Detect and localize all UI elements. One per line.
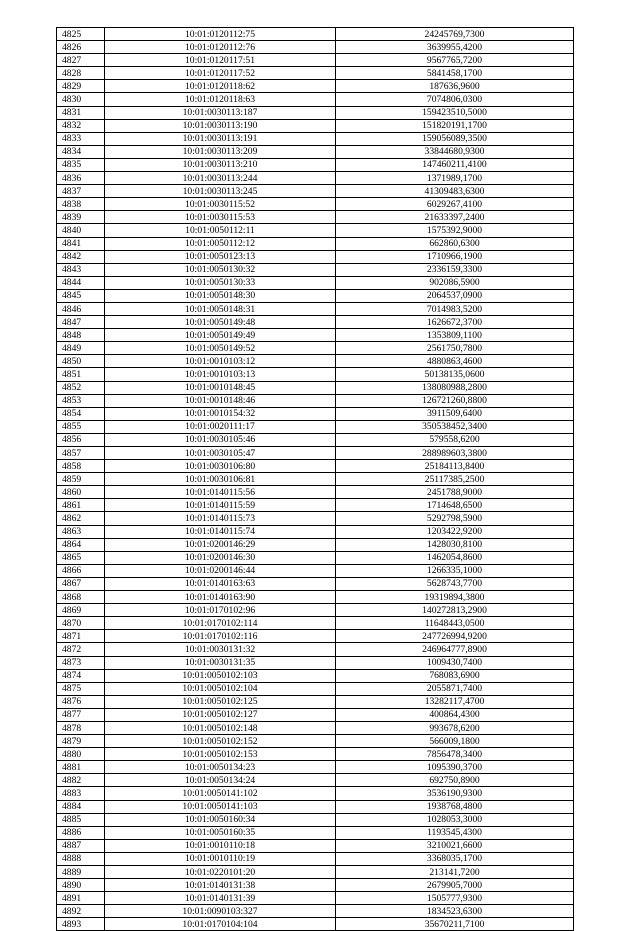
cadastral-number-cell: 10:01:0010103:12 [105, 355, 336, 368]
row-number-cell: 4831 [57, 106, 105, 119]
value-cell: 1193545,4300 [336, 826, 574, 839]
table-row [57, 433, 574, 446]
value-cell: 35670211,7100 [336, 918, 574, 931]
table-row [57, 41, 574, 54]
value-cell: 13282117,4700 [336, 695, 574, 708]
row-number-cell: 4893 [57, 918, 105, 931]
table-row [57, 342, 574, 355]
row-number-cell: 4861 [57, 499, 105, 512]
row-number-cell: 4841 [57, 237, 105, 250]
table-row [57, 787, 574, 800]
table-row [57, 224, 574, 237]
value-cell: 1028053,3000 [336, 813, 574, 826]
row-number-cell: 4855 [57, 420, 105, 433]
cadastral-number-cell: 10:01:0120117:51 [105, 54, 336, 67]
value-cell: 5292798,5900 [336, 512, 574, 525]
cadastral-number-cell: 10:01:0010148:46 [105, 394, 336, 407]
table-row [57, 54, 574, 67]
table-body [57, 28, 574, 931]
cadastral-number-cell: 10:01:0050134:24 [105, 774, 336, 787]
cadastral-number-cell: 10:01:0050149:48 [105, 316, 336, 329]
table-row [57, 826, 574, 839]
cadastral-number-cell: 10:01:0010103:13 [105, 368, 336, 381]
table-row [57, 682, 574, 695]
cadastral-number-cell: 10:01:0010110:19 [105, 852, 336, 865]
value-cell: 33844680,9300 [336, 145, 574, 158]
value-cell: 159423510,5000 [336, 106, 574, 119]
value-cell: 140272813,2900 [336, 604, 574, 617]
table-row [57, 316, 574, 329]
cadastral-number-cell: 10:01:0200146:30 [105, 551, 336, 564]
cadastral-number-cell: 10:01:0050148:30 [105, 289, 336, 302]
cadastral-number-cell: 10:01:0050149:49 [105, 329, 336, 342]
table-row [57, 486, 574, 499]
value-cell: 3536190,9300 [336, 787, 574, 800]
value-cell: 147460211,4100 [336, 158, 574, 171]
row-number-cell: 4878 [57, 721, 105, 734]
table-row [57, 774, 574, 787]
row-number-cell: 4825 [57, 28, 105, 41]
row-number-cell: 4876 [57, 695, 105, 708]
table-row [57, 289, 574, 302]
row-number-cell: 4866 [57, 564, 105, 577]
value-cell: 25117385,2500 [336, 473, 574, 486]
table-row [57, 630, 574, 643]
row-number-cell: 4844 [57, 276, 105, 289]
cadastral-number-cell: 10:01:0140115:56 [105, 486, 336, 499]
data-table [56, 27, 574, 931]
table-row [57, 735, 574, 748]
value-cell: 579558,6200 [336, 433, 574, 446]
value-cell: 41309483,6300 [336, 185, 574, 198]
row-number-cell: 4828 [57, 67, 105, 80]
row-number-cell: 4837 [57, 185, 105, 198]
table-row [57, 866, 574, 879]
table-row [57, 669, 574, 682]
value-cell: 4880863,4600 [336, 355, 574, 368]
value-cell: 1462054,8600 [336, 551, 574, 564]
value-cell: 566009,1800 [336, 735, 574, 748]
value-cell: 19319894,3800 [336, 591, 574, 604]
table-row [57, 420, 574, 433]
row-number-cell: 4835 [57, 158, 105, 171]
cadastral-number-cell: 10:01:0030113:244 [105, 172, 336, 185]
table-row [57, 748, 574, 761]
cadastral-number-cell: 10:01:0050148:31 [105, 302, 336, 315]
row-number-cell: 4891 [57, 892, 105, 905]
table-row [57, 512, 574, 525]
row-number-cell: 4870 [57, 617, 105, 630]
cadastral-number-cell: 10:01:0050112:12 [105, 237, 336, 250]
value-cell: 7014983,5200 [336, 302, 574, 315]
table-row [57, 538, 574, 551]
table-row [57, 708, 574, 721]
cadastral-number-cell: 10:01:0050134:23 [105, 761, 336, 774]
cadastral-number-cell: 10:01:0030113:187 [105, 106, 336, 119]
value-cell: 247726994,9200 [336, 630, 574, 643]
cadastral-number-cell: 10:01:0170104:104 [105, 918, 336, 931]
value-cell: 350538452,3400 [336, 420, 574, 433]
table-row [57, 564, 574, 577]
row-number-cell: 4836 [57, 172, 105, 185]
cadastral-number-cell: 10:01:0170102:96 [105, 604, 336, 617]
cadastral-number-cell: 10:01:0030113:210 [105, 158, 336, 171]
value-cell: 2055871,7400 [336, 682, 574, 695]
table-row [57, 447, 574, 460]
cadastral-number-cell: 10:01:0050102:127 [105, 708, 336, 721]
value-cell: 400864,4300 [336, 708, 574, 721]
cadastral-number-cell: 10:01:0170102:116 [105, 630, 336, 643]
table-row [57, 695, 574, 708]
table-row [57, 813, 574, 826]
table-row [57, 617, 574, 630]
row-number-cell: 4872 [57, 643, 105, 656]
value-cell: 902086,5900 [336, 276, 574, 289]
table-row [57, 28, 574, 41]
cadastral-number-cell: 10:01:0050102:152 [105, 735, 336, 748]
table-row [57, 132, 574, 145]
row-number-cell: 4852 [57, 381, 105, 394]
table-row [57, 80, 574, 93]
row-number-cell: 4847 [57, 316, 105, 329]
cadastral-number-cell: 10:01:0030131:32 [105, 643, 336, 656]
row-number-cell: 4877 [57, 708, 105, 721]
row-number-cell: 4848 [57, 329, 105, 342]
cadastral-number-cell: 10:01:0200146:29 [105, 538, 336, 551]
row-number-cell: 4838 [57, 198, 105, 211]
cadastral-number-cell: 10:01:0200146:44 [105, 564, 336, 577]
value-cell: 246964777,8900 [336, 643, 574, 656]
table-row [57, 145, 574, 158]
table-row [57, 892, 574, 905]
value-cell: 11648443,0500 [336, 617, 574, 630]
table-row [57, 604, 574, 617]
value-cell: 6029267,4100 [336, 198, 574, 211]
table-row [57, 473, 574, 486]
cadastral-number-cell: 10:01:0050112:11 [105, 224, 336, 237]
value-cell: 5628743,7700 [336, 577, 574, 590]
row-number-cell: 4863 [57, 525, 105, 538]
row-number-cell: 4883 [57, 787, 105, 800]
cadastral-number-cell: 10:01:0030113:191 [105, 132, 336, 145]
row-number-cell: 4875 [57, 682, 105, 695]
table-row [57, 800, 574, 813]
cadastral-number-cell: 10:01:0030115:52 [105, 198, 336, 211]
cadastral-number-cell: 10:01:0140115:74 [105, 525, 336, 538]
row-number-cell: 4826 [57, 41, 105, 54]
cadastral-number-cell: 10:01:0010110:18 [105, 839, 336, 852]
table-row [57, 198, 574, 211]
value-cell: 1428030,8100 [336, 538, 574, 551]
table-row [57, 460, 574, 473]
row-number-cell: 4853 [57, 394, 105, 407]
cadastral-number-cell: 10:01:0030131:35 [105, 656, 336, 669]
table-row [57, 355, 574, 368]
table-row [57, 499, 574, 512]
table-row [57, 839, 574, 852]
row-number-cell: 4857 [57, 447, 105, 460]
table-row [57, 329, 574, 342]
row-number-cell: 4865 [57, 551, 105, 564]
table-row [57, 172, 574, 185]
value-cell: 21633397,2400 [336, 211, 574, 224]
row-number-cell: 4846 [57, 302, 105, 315]
row-number-cell: 4864 [57, 538, 105, 551]
cadastral-number-cell: 10:01:0050102:148 [105, 721, 336, 734]
table-row [57, 721, 574, 734]
row-number-cell: 4833 [57, 132, 105, 145]
value-cell: 25184113,8400 [336, 460, 574, 473]
row-number-cell: 4890 [57, 879, 105, 892]
table-row [57, 237, 574, 250]
cadastral-number-cell: 10:01:0050160:35 [105, 826, 336, 839]
table-row [57, 381, 574, 394]
row-number-cell: 4879 [57, 735, 105, 748]
value-cell: 3911509,6400 [336, 407, 574, 420]
cadastral-number-cell: 10:01:0140163:90 [105, 591, 336, 604]
cadastral-number-cell: 10:01:0030106:80 [105, 460, 336, 473]
table-row [57, 302, 574, 315]
row-number-cell: 4839 [57, 211, 105, 224]
cadastral-number-cell: 10:01:0220101:20 [105, 866, 336, 879]
cadastral-number-cell: 10:01:0120118:63 [105, 93, 336, 106]
value-cell: 1371989,1700 [336, 172, 574, 185]
value-cell: 5841458,1700 [336, 67, 574, 80]
row-number-cell: 4850 [57, 355, 105, 368]
cadastral-number-cell: 10:01:0030105:47 [105, 447, 336, 460]
row-number-cell: 4851 [57, 368, 105, 381]
table-row [57, 879, 574, 892]
value-cell: 3639955,4200 [336, 41, 574, 54]
table-row [57, 394, 574, 407]
row-number-cell: 4873 [57, 656, 105, 669]
value-cell: 662860,6300 [336, 237, 574, 250]
value-cell: 9567765,7200 [336, 54, 574, 67]
cadastral-number-cell: 10:01:0120118:62 [105, 80, 336, 93]
table-row [57, 918, 574, 931]
table-row [57, 276, 574, 289]
value-cell: 126721260,8800 [336, 394, 574, 407]
cadastral-number-cell: 10:01:0050102:153 [105, 748, 336, 761]
cadastral-number-cell: 10:01:0050149:52 [105, 342, 336, 355]
row-number-cell: 4845 [57, 289, 105, 302]
value-cell: 1834523,6300 [336, 905, 574, 918]
row-number-cell: 4854 [57, 407, 105, 420]
table-row [57, 852, 574, 865]
table-row [57, 407, 574, 420]
table-row [57, 185, 574, 198]
cadastral-number-cell: 10:01:0050102:103 [105, 669, 336, 682]
cadastral-number-cell: 10:01:0030115:53 [105, 211, 336, 224]
row-number-cell: 4886 [57, 826, 105, 839]
value-cell: 692750,8900 [336, 774, 574, 787]
table-row [57, 250, 574, 263]
table-row [57, 656, 574, 669]
value-cell: 7074806,0300 [336, 93, 574, 106]
value-cell: 1626672,3700 [336, 316, 574, 329]
row-number-cell: 4867 [57, 577, 105, 590]
table-row [57, 577, 574, 590]
cadastral-number-cell: 10:01:0050102:104 [105, 682, 336, 695]
table-row [57, 93, 574, 106]
row-number-cell: 4884 [57, 800, 105, 813]
cadastral-number-cell: 10:01:0120112:76 [105, 41, 336, 54]
row-number-cell: 4827 [57, 54, 105, 67]
cadastral-number-cell: 10:01:0050130:32 [105, 263, 336, 276]
value-cell: 213141,7200 [336, 866, 574, 879]
value-cell: 2336159,3300 [336, 263, 574, 276]
cadastral-number-cell: 10:01:0030105:46 [105, 433, 336, 446]
value-cell: 7856478,3400 [336, 748, 574, 761]
cadastral-number-cell: 10:01:0140115:73 [105, 512, 336, 525]
cadastral-number-cell: 10:01:0030113:245 [105, 185, 336, 198]
row-number-cell: 4882 [57, 774, 105, 787]
row-number-cell: 4829 [57, 80, 105, 93]
row-number-cell: 4881 [57, 761, 105, 774]
value-cell: 1710966,1900 [336, 250, 574, 263]
cadastral-number-cell: 10:01:0030113:190 [105, 119, 336, 132]
cadastral-number-cell: 10:01:0010154:32 [105, 407, 336, 420]
row-number-cell: 4834 [57, 145, 105, 158]
value-cell: 138080988,2800 [336, 381, 574, 394]
value-cell: 2064537,0900 [336, 289, 574, 302]
table-row [57, 119, 574, 132]
value-cell: 24245769,7300 [336, 28, 574, 41]
table-row [57, 158, 574, 171]
value-cell: 1938768,4800 [336, 800, 574, 813]
cadastral-number-cell: 10:01:0050141:103 [105, 800, 336, 813]
row-number-cell: 4874 [57, 669, 105, 682]
value-cell: 2561750,7800 [336, 342, 574, 355]
value-cell: 187636,9600 [336, 80, 574, 93]
value-cell: 1266335,1000 [336, 564, 574, 577]
table-row [57, 106, 574, 119]
value-cell: 1714648,6500 [336, 499, 574, 512]
cadastral-number-cell: 10:01:0010148:45 [105, 381, 336, 394]
cadastral-number-cell: 10:01:0120117:52 [105, 67, 336, 80]
cadastral-number-cell: 10:01:0030113:209 [105, 145, 336, 158]
row-number-cell: 4840 [57, 224, 105, 237]
row-number-cell: 4892 [57, 905, 105, 918]
value-cell: 159056089,3500 [336, 132, 574, 145]
cadastral-number-cell: 10:01:0050160:34 [105, 813, 336, 826]
value-cell: 1203422,9200 [336, 525, 574, 538]
cadastral-number-cell: 10:01:0090103:327 [105, 905, 336, 918]
row-number-cell: 4871 [57, 630, 105, 643]
row-number-cell: 4868 [57, 591, 105, 604]
value-cell: 3210021,6600 [336, 839, 574, 852]
cadastral-number-cell: 10:01:0170102:114 [105, 617, 336, 630]
row-number-cell: 4849 [57, 342, 105, 355]
table-row [57, 263, 574, 276]
table-row [57, 67, 574, 80]
value-cell: 768083,6900 [336, 669, 574, 682]
table-row [57, 643, 574, 656]
table-row [57, 211, 574, 224]
cadastral-number-cell: 10:01:0050130:33 [105, 276, 336, 289]
table-row [57, 905, 574, 918]
cadastral-number-cell: 10:01:0140131:39 [105, 892, 336, 905]
value-cell: 1095390,3700 [336, 761, 574, 774]
row-number-cell: 4889 [57, 866, 105, 879]
row-number-cell: 4830 [57, 93, 105, 106]
row-number-cell: 4832 [57, 119, 105, 132]
value-cell: 1353809,1100 [336, 329, 574, 342]
cadastral-number-cell: 10:01:0030106:81 [105, 473, 336, 486]
cadastral-number-cell: 10:01:0140131:38 [105, 879, 336, 892]
cadastral-number-cell: 10:01:0120112:75 [105, 28, 336, 41]
table-row [57, 368, 574, 381]
row-number-cell: 4859 [57, 473, 105, 486]
row-number-cell: 4860 [57, 486, 105, 499]
cadastral-number-cell: 10:01:0050102:125 [105, 695, 336, 708]
value-cell: 3368035,1700 [336, 852, 574, 865]
value-cell: 1009430,7400 [336, 656, 574, 669]
row-number-cell: 4880 [57, 748, 105, 761]
table-row [57, 761, 574, 774]
table-row [57, 525, 574, 538]
cadastral-number-cell: 10:01:0050141:102 [105, 787, 336, 800]
value-cell: 288989603,3800 [336, 447, 574, 460]
row-number-cell: 4858 [57, 460, 105, 473]
row-number-cell: 4842 [57, 250, 105, 263]
row-number-cell: 4887 [57, 839, 105, 852]
value-cell: 1575392,9000 [336, 224, 574, 237]
table-row [57, 591, 574, 604]
value-cell: 151820191,1700 [336, 119, 574, 132]
row-number-cell: 4843 [57, 263, 105, 276]
cadastral-number-cell: 10:01:0140115:59 [105, 499, 336, 512]
cadastral-number-cell: 10:01:0140163:63 [105, 577, 336, 590]
row-number-cell: 4862 [57, 512, 105, 525]
cadastral-number-cell: 10:01:0020111:17 [105, 420, 336, 433]
row-number-cell: 4888 [57, 852, 105, 865]
value-cell: 50138135,0600 [336, 368, 574, 381]
value-cell: 2451788,9000 [336, 486, 574, 499]
value-cell: 1505777,9300 [336, 892, 574, 905]
row-number-cell: 4885 [57, 813, 105, 826]
cadastral-number-cell: 10:01:0050123:13 [105, 250, 336, 263]
value-cell: 993678,6200 [336, 721, 574, 734]
row-number-cell: 4856 [57, 433, 105, 446]
table-row [57, 551, 574, 564]
row-number-cell: 4869 [57, 604, 105, 617]
value-cell: 2679905,7000 [336, 879, 574, 892]
